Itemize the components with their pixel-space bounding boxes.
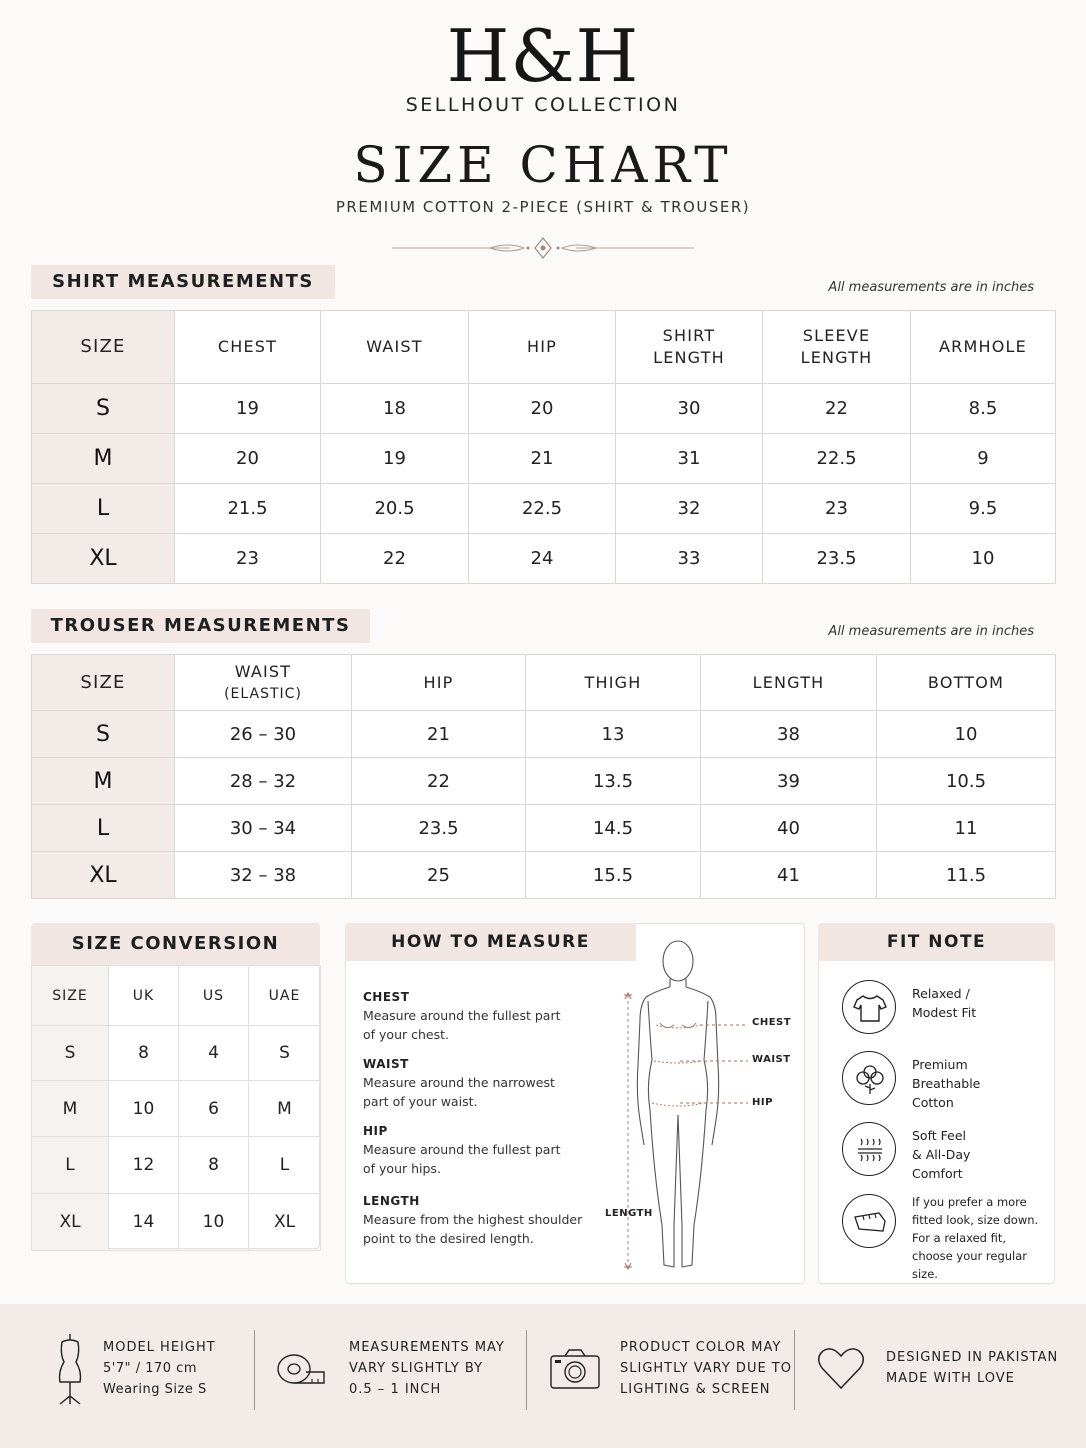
fit-item-cotton [840, 1051, 1050, 1111]
table-cell: 30 – 34 [175, 805, 352, 852]
size-cell: XL [32, 1194, 109, 1251]
trouser-header-hip: HIP [352, 655, 526, 711]
table-cell: 28 – 32 [175, 758, 352, 805]
brand-logo: H&H [446, 14, 640, 98]
measure-item-chest [363, 988, 603, 1044]
table-row [32, 484, 1056, 534]
table-cell: 4 [179, 1026, 249, 1081]
table-cell: 20.5 [321, 484, 469, 534]
table-cell: 23 [763, 484, 911, 534]
table-cell: 38 [701, 711, 877, 758]
soft-feel-icon [842, 1122, 896, 1176]
table-cell: 41 [701, 852, 877, 899]
table-cell: 39 [701, 758, 877, 805]
footer-text-color [620, 1337, 792, 1400]
size-cell: XL [32, 852, 175, 899]
fit-text-line: If you prefer a more [912, 1195, 1027, 1209]
shirt-header-shirt-length [616, 311, 763, 384]
footer-line: 0.5 – 1 INCH [349, 1382, 442, 1397]
measure-desc: Measure around the fullest part [363, 1008, 561, 1023]
table-cell: S [249, 1026, 321, 1081]
footer-line: Wearing Size S [103, 1382, 207, 1397]
table-row [32, 1026, 321, 1081]
fit-item-relaxed [840, 980, 1050, 1040]
trouser-header-size: SIZE [32, 655, 175, 711]
table-cell: 23 [175, 534, 321, 584]
fit-text-line: For a relaxed fit, [912, 1231, 1007, 1245]
footer-text-model [103, 1337, 216, 1400]
footer-line: DESIGNED IN PAKISTAN [886, 1350, 1059, 1365]
table-cell: 32 – 38 [175, 852, 352, 899]
page-title: SIZE CHART [353, 136, 733, 194]
measure-label: LENGTH [363, 1194, 420, 1208]
cotton-flower-icon [842, 1051, 896, 1105]
measure-item-length [363, 1192, 603, 1248]
fit-text-line: Soft Feel [912, 1128, 966, 1143]
table-cell: 24 [469, 534, 616, 584]
conversion-header-uk: UK [109, 966, 179, 1026]
table-row [32, 1081, 321, 1137]
fit-text [912, 1126, 1052, 1183]
measure-label: HIP [363, 1124, 388, 1138]
fit-note-title: FIT NOTE [818, 923, 1055, 961]
table-cell: 8 [179, 1137, 249, 1194]
tape-roll-icon [276, 1348, 330, 1390]
table-cell: 23.5 [763, 534, 911, 584]
footer-line: MEASUREMENTS MAY [349, 1340, 505, 1355]
how-to-measure-title: HOW TO MEASURE [345, 923, 636, 961]
measure-item-waist [363, 1055, 603, 1111]
table-cell: 31 [616, 434, 763, 484]
table-cell: 20 [175, 434, 321, 484]
table-cell: 40 [701, 805, 877, 852]
footer-line: MADE WITH LOVE [886, 1371, 1015, 1386]
table-cell: 15.5 [526, 852, 701, 899]
tshirt-icon [842, 980, 896, 1034]
footer-line: 5'7" / 170 cm [103, 1361, 197, 1376]
table-cell: 32 [616, 484, 763, 534]
footer-line: LIGHTING & SCREEN [620, 1382, 771, 1397]
size-cell: M [32, 758, 175, 805]
table-cell: 22 [321, 534, 469, 584]
footer-divider [794, 1330, 795, 1410]
measure-desc: Measure around the fullest part [363, 1142, 561, 1157]
shirt-header-hip: HIP [469, 311, 616, 384]
fit-text [912, 1055, 1052, 1112]
table-cell: 8 [109, 1026, 179, 1081]
trouser-header-waist-sub: (ELASTIC) [224, 685, 302, 702]
shirt-header-size: SIZE [32, 311, 175, 384]
size-cell: L [32, 1137, 109, 1194]
fit-item-size-advice [840, 1194, 1050, 1281]
table-row [32, 434, 1056, 484]
table-cell: 14 [109, 1194, 179, 1251]
measure-label: CHEST [363, 990, 410, 1004]
table-cell: 14.5 [526, 805, 701, 852]
table-cell: 10 [911, 534, 1056, 584]
table-cell: 22 [352, 758, 526, 805]
table-row [32, 852, 1056, 899]
trouser-header-length: LENGTH [701, 655, 877, 711]
table-row [32, 758, 1056, 805]
size-cell: L [32, 805, 175, 852]
table-cell: 20 [469, 384, 616, 434]
table-cell: 26 – 30 [175, 711, 352, 758]
table-cell: L [249, 1137, 321, 1194]
table-cell: 22.5 [763, 434, 911, 484]
table-cell: M [249, 1081, 321, 1137]
table-cell: 21.5 [175, 484, 321, 534]
size-cell: L [32, 484, 175, 534]
table-cell: 21 [352, 711, 526, 758]
table-cell: 13 [526, 711, 701, 758]
table-cell: 23.5 [352, 805, 526, 852]
fit-text-line: Cotton [912, 1095, 954, 1110]
measure-label: WAIST [363, 1057, 409, 1071]
footer-text-measurements [349, 1337, 505, 1400]
trouser-header-waist [175, 655, 352, 711]
fit-text-line: choose your regular size. [912, 1249, 1028, 1281]
table-row [32, 1194, 321, 1251]
shirt-header-armhole: ARMHOLE [911, 311, 1056, 384]
table-cell: 10 [109, 1081, 179, 1137]
fit-text-line: Comfort [912, 1166, 963, 1181]
table-cell: 10 [877, 711, 1056, 758]
shirt-header-sleeve-length [763, 311, 911, 384]
shirt-units-note: All measurements are in inches [828, 280, 1034, 295]
trouser-header-bottom: BOTTOM [877, 655, 1056, 711]
table-cell: XL [249, 1194, 321, 1251]
table-cell: 30 [616, 384, 763, 434]
fit-text-line: fitted look, size down. [912, 1213, 1039, 1227]
measure-desc: Measure from the highest shoulder [363, 1212, 583, 1227]
shirt-section-title: SHIRT MEASUREMENTS [31, 265, 335, 299]
size-conversion-title: SIZE CONVERSION [31, 923, 320, 965]
trouser-table [31, 654, 1056, 899]
fit-text [912, 984, 1052, 1022]
measure-desc: of your chest. [363, 1027, 449, 1042]
size-cell: XL [32, 534, 175, 584]
fit-text-line: Premium [912, 1057, 968, 1072]
measure-desc: point to the desired length. [363, 1231, 534, 1246]
table-cell: 22.5 [469, 484, 616, 534]
footer-line: PRODUCT COLOR MAY [620, 1340, 782, 1355]
figure-label-hip: HIP [752, 1097, 773, 1108]
table-cell: 10 [179, 1194, 249, 1251]
shirt-header-shirt-length-label: SHIRT LENGTH [653, 326, 725, 367]
conversion-header-size: SIZE [32, 966, 109, 1026]
conversion-header-us: US [179, 966, 249, 1026]
table-cell: 11.5 [877, 852, 1056, 899]
measure-desc: of your hips. [363, 1161, 441, 1176]
conversion-header-row [32, 966, 321, 1026]
shirt-header-sleeve-length-label: SLEEVE LENGTH [800, 326, 873, 367]
table-cell: 9 [911, 434, 1056, 484]
table-cell: 13.5 [526, 758, 701, 805]
measure-item-hip [363, 1122, 603, 1178]
table-cell: 19 [175, 384, 321, 434]
ornament-divider-icon [390, 236, 696, 260]
table-row [32, 711, 1056, 758]
table-cell: 33 [616, 534, 763, 584]
page-subtitle: PREMIUM COTTON 2-PIECE (SHIRT & TROUSER) [335, 198, 751, 216]
camera-icon [549, 1348, 601, 1390]
table-cell: 21 [469, 434, 616, 484]
table-row [32, 805, 1056, 852]
size-cell: S [32, 384, 175, 434]
conversion-header-uae: UAE [249, 966, 321, 1026]
table-cell: 8.5 [911, 384, 1056, 434]
footer-text-origin [886, 1347, 1058, 1389]
fit-text-line: Breathable [912, 1076, 981, 1091]
table-row [32, 1137, 321, 1194]
table-cell: 22 [763, 384, 911, 434]
fit-item-soft-feel [840, 1122, 1050, 1182]
table-cell: 19 [321, 434, 469, 484]
table-cell: 12 [109, 1137, 179, 1194]
footer-line: VARY SLIGHTLY BY [349, 1361, 484, 1376]
trouser-header-thigh: THIGH [526, 655, 701, 711]
measuring-tape-icon [842, 1194, 896, 1248]
table-cell: 9.5 [911, 484, 1056, 534]
heart-icon [817, 1346, 865, 1390]
trouser-section-title: TROUSER MEASUREMENTS [31, 609, 370, 643]
shirt-header-row [32, 311, 1056, 384]
footer-divider [254, 1330, 255, 1410]
size-cell: M [32, 434, 175, 484]
measure-desc: part of your waist. [363, 1094, 478, 1109]
body-figure-icon [600, 935, 805, 1280]
footer-bar [0, 1304, 1086, 1448]
table-cell: 25 [352, 852, 526, 899]
shirt-header-chest: CHEST [175, 311, 321, 384]
trouser-header-waist-label: WAIST [234, 661, 292, 681]
footer-divider [526, 1330, 527, 1410]
shirt-table [31, 310, 1056, 584]
table-cell: 11 [877, 805, 1056, 852]
footer-line: SLIGHTLY VARY DUE TO [620, 1361, 792, 1376]
table-row [32, 534, 1056, 584]
size-cell: S [32, 1026, 109, 1081]
trouser-units-note: All measurements are in inches [828, 624, 1034, 639]
size-cell: M [32, 1081, 109, 1137]
fit-text-line: & All-Day [912, 1147, 971, 1162]
collection-name: SELLHOUT COLLECTION [405, 94, 681, 116]
size-conversion-table [31, 965, 321, 1251]
measure-desc: Measure around the narrowest [363, 1075, 555, 1090]
figure-label-length: LENGTH [605, 1208, 653, 1219]
table-row [32, 384, 1056, 434]
fit-text [912, 1193, 1052, 1283]
table-cell: 10.5 [877, 758, 1056, 805]
table-cell: 6 [179, 1081, 249, 1137]
figure-label-waist: WAIST [752, 1054, 791, 1065]
table-cell: 18 [321, 384, 469, 434]
size-cell: S [32, 711, 175, 758]
footer-line: MODEL HEIGHT [103, 1340, 216, 1355]
trouser-header-row [32, 655, 1056, 711]
figure-label-chest: CHEST [752, 1017, 792, 1028]
dress-form-icon [50, 1332, 90, 1406]
fit-text-line: Modest Fit [912, 1005, 977, 1020]
fit-text-line: Relaxed / [912, 986, 970, 1001]
shirt-header-waist: WAIST [321, 311, 469, 384]
